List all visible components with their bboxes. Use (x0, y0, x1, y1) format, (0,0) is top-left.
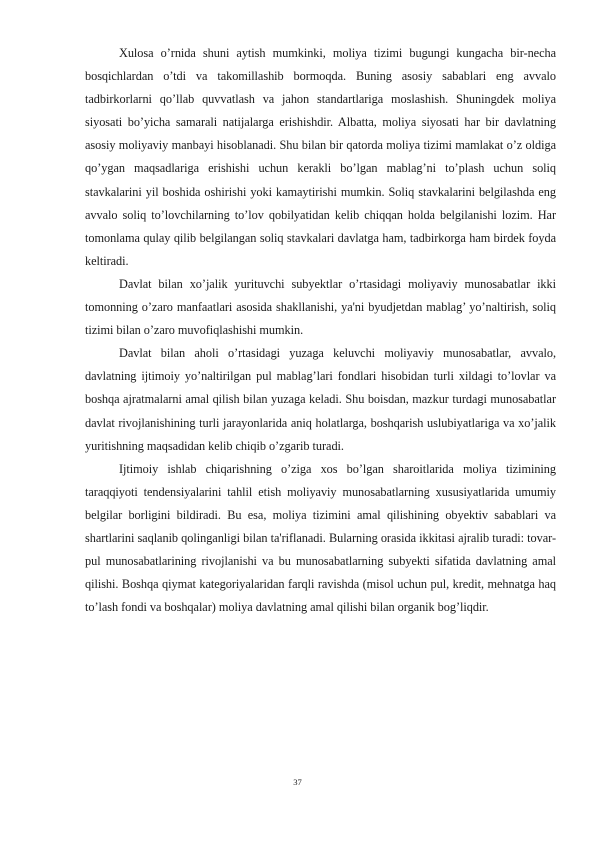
paragraph-conclusion: Xulosa o’rnida shuni aytish mumkinki, moliya tizimi bugungi kungacha bir-necha bosqichlardan o’tdi va takomillashib bormoqda. Buning asosiy sabablari eng avvalo tadbirkorlarni qo’llab quvvatlash va jahon standartlariga moslashish. Shuningdek moliya siyosati bo’yicha samarali natijalarga erishishdir. Albatta, moliya siyosati har bir davlatning asosiy moliyaviy manbayi hisoblanadi. Shu bilan bir qatorda moliya tizimi mamlakat o’z oldiga qo’ygan maqsadlariga erishishi uchun kerakli bo’lgan mablag’ni to’plash uchun soliq stavkalarini yil boshida oshirishi yoki kamaytirishi mumkin. Soliq stavkalarini belgilashda eng avvalo soliq to’lovchilarning to’lov qobilyatidan kelib chiqqan holda belgilanishi lozim. Har tomonlama qulay qilib belgilangan soliq stavkalari davlatga ham, tadbirkorga ham birdek foyda keltiradi. (85, 46, 556, 268)
page-body (85, 42, 556, 619)
page-number: 37 (293, 777, 302, 787)
paragraph-social-production: Ijtimoiy ishlab chiqarishning o’ziga xos bo’lgan sharoitlarida moliya tizimining taraqqiyoti tendensiyalarini tahlil etish moliyaviy munosabatlarning xususiyatlarida umumiy belgilar borligini bildiradi. Bu esa, moliya tizimini amal qilishining obyektiv sabablari va shartlarini saqlanib qolinganligi bilan ta'riflanadi. Bularning orasida ikkitasi ajralib turadi: tovar-pul munosabatlarining rivojlanishi va bu munosabatlarning subyekti sifatida davlatning amal qilishi. Boshqa qiymat kategoriyalaridan farqli ravishda (misol uchun pul, kredit, mehnatga haq to’lash fondi va boshqalar) moliya davlatning amal qilishi bilan organik bog’liqdir. (85, 461, 556, 615)
paragraph-state-population-relations: Davlat bilan aholi o’rtasidagi yuzaga keluvchi moliyaviy munosabatlar, avvalo, davlatning ijtimoiy yo’naltirilgan pul mablag’lari fondlari hisobidan turli xildagi to’lovlar va boshqa ajratmalarni amal qilish bilan yuzaga keladi. Shu boisdan, mazkur turdagi munosabatlar davlat rivojlanishining turli jarayonlarida aniq holatlarga, boshqarish uslubiyatlariga va xo’jalik yuritishning maqsadidan kelib chiqib o’zgarib turadi. (85, 346, 556, 453)
paragraph-state-enterprise-relations: Davlat bilan xo’jalik yurituvchi subyektlar o’rtasidagi moliyaviy munosabatlar ikki tomonning o’zaro manfaatlari asosida shakllanishi, ya'ni byudjetdan mablag’ yo’naltirish, soliq tizimi bilan o’zaro muvofiqlashishi mumkin. (85, 276, 556, 338)
